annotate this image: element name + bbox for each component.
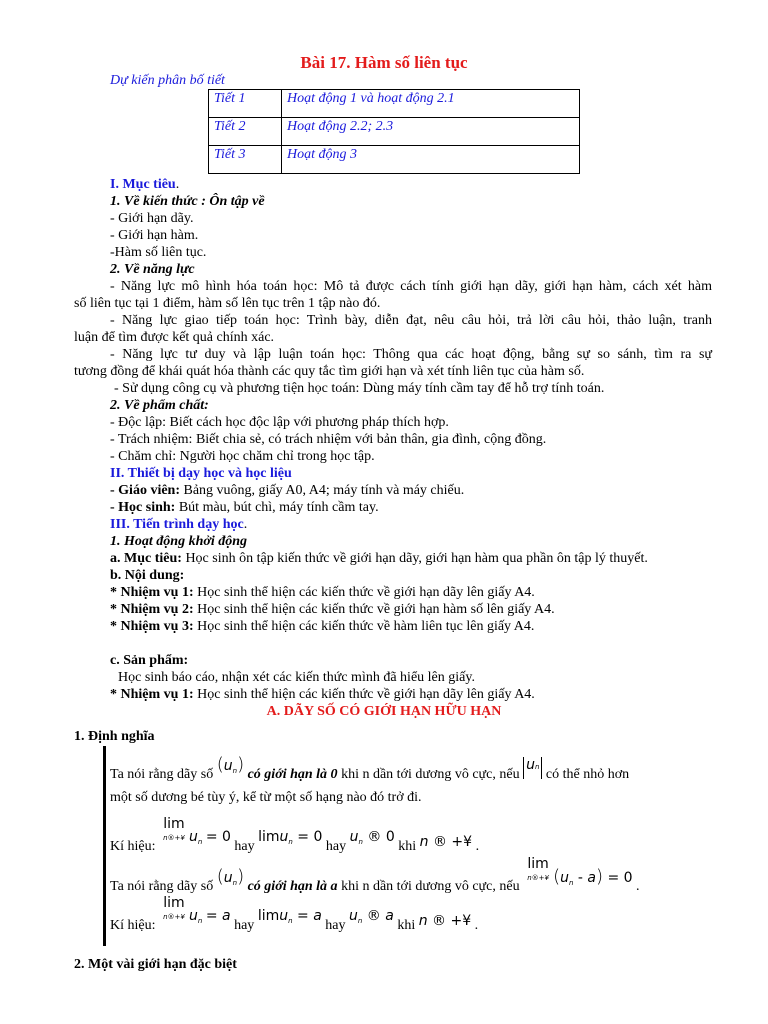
period-plan-table [208, 89, 580, 174]
task-line: * Nhiệm vụ 2: Học sinh thể hiện các kiến thức về giới hạn hàm số lên giấy A4. [110, 602, 555, 617]
table-row [209, 146, 580, 174]
definition-heading: 1. Định nghĩa [74, 729, 155, 744]
table-row [209, 118, 580, 146]
table-row [209, 90, 580, 118]
period-cell: Tiết 2 [209, 118, 282, 146]
teacher-equipment: - Giáo viên: Bảng vuông, giấy A0, A4; máy tính và máy chiếu. [110, 483, 465, 498]
goal-line: a. Mục tiêu: Học sinh ôn tập kiến thức về giới hạn dãy, giới hạn hàm qua phần ôn tập lý thuyết. [110, 551, 648, 566]
activity-cell: Hoạt động 1 và hoạt động 2.1 [282, 90, 580, 118]
task-line: * Nhiệm vụ 1: Học sinh thể hiện các kiến thức về giới hạn dãy lên giấy A4. [110, 687, 535, 702]
student-equipment: - Học sinh: Bút màu, bút chì, máy tính cầm tay. [110, 500, 379, 515]
ability-line: - Năng lực mô hình hóa toán học: Mô tả được cách tính giới hạn dãy, giới hạn hàm, cách xét hàm [110, 279, 712, 294]
definition-box-border [103, 746, 106, 946]
ability-line: - Sử dụng công cụ và phương tiện học toán: Dùng máy tính cầm tay để hỗ trợ tính toán. [114, 381, 605, 396]
content-label: b. Nội dung: [110, 568, 185, 583]
definition-1-line-2: một số dương bé tùy ý, kể từ một số hạng nào đó trở đi. [110, 790, 422, 805]
ability-line: - Năng lực tư duy và lập luận toán học: Thông qua các hoạt động, bằng sự so sánh, tìm ra sự [110, 347, 712, 362]
task-line: * Nhiệm vụ 3: Học sinh thể hiện các kiến thức về hàm liên tục lên giấy A4. [110, 619, 535, 634]
task-line: * Nhiệm vụ 1: Học sinh thể hiện các kiến thức về giới hạn dãy lên giấy A4. [110, 585, 535, 600]
activity1-heading: 1. Hoạt động khởi động [110, 534, 248, 549]
ability-line: số liên tục tại 1 điểm, hàm số lên tục trên 1 tập nào đó. [74, 296, 381, 311]
knowledge-item: - Giới hạn hàm. [110, 228, 199, 243]
notation-1: Kí hiệu: lim n®+¥ $u^n = 0$ hay limu$^n$ = 0 hay $u^n$ ® 0 khi n ® +¥ . [110, 816, 480, 854]
special-limits-heading: 2. Một vài giới hạn đặc biệt [74, 957, 237, 972]
knowledge-heading: 1. Về kiến thức : Ôn tập về [110, 194, 265, 209]
product-text: Học sinh báo cáo, nhận xét các kiến thức mình đã hiểu lên giấy. [118, 670, 475, 685]
page-title: Bài 17. Hàm số liên tục [300, 53, 468, 72]
ability-line: - Năng lực giao tiếp toán học: Trình bày, diễn đạt, nêu câu hỏi, trả lời câu hỏi, thảo luận, tranh [110, 313, 712, 328]
activity-cell: Hoạt động 2.2; 2.3 [282, 118, 580, 146]
product-label: c. Sản phẩm: [110, 653, 189, 668]
knowledge-item: - Giới hạn dãy. [110, 211, 194, 226]
quality-item: - Trách nhiệm: Biết chia sẻ, có trách nhiệm với bản thân, gia đình, cộng đồng. [110, 432, 547, 447]
definition-1-line-1: Ta nói rằng dãy số $(u^n)$ có giới hạn là 0 khi n dần tới dương vô cực, nếu un có thể nhỏ hơn [110, 754, 630, 782]
process-heading: III. Tiến trình dạy học. [110, 517, 248, 532]
plan-heading: Dự kiến phân bố tiết [110, 73, 225, 88]
period-cell: Tiết 3 [209, 146, 282, 174]
section-a-heading: A. DÃY SỐ CÓ GIỚI HẠN HỮU HẠN [266, 704, 502, 719]
quality-item: - Độc lập: Biết cách học độc lập với phương pháp thích hợp. [110, 415, 449, 430]
knowledge-item: -Hàm số liên tục. [110, 245, 207, 260]
period-cell: Tiết 1 [209, 90, 282, 118]
equipment-heading: II. Thiết bị dạy học và học liệu [110, 466, 292, 481]
notation-2: Kí hiệu: lim n®+¥ $u^n = a$ hay limu$^n$ = a hay $u^n$ ® a khi n ® +¥ . [110, 895, 479, 933]
activity-cell: Hoạt động 3 [282, 146, 580, 174]
ability-line: tương đồng để khái quát hóa thành các quy tắc tìm giới hạn và xét tính liên tục của hàm số. [74, 364, 585, 379]
ability-line: luận để tìm được kết quả chính xác. [74, 330, 275, 345]
ability-heading: 2. Về năng lực [110, 262, 195, 277]
quality-heading: 2. Về phẩm chất: [110, 398, 209, 413]
quality-item: - Chăm chỉ: Người học chăm chỉ trong học tập. [110, 449, 375, 464]
definition-2-line: Ta nói rằng dãy số $(u^n)$ có giới hạn là a khi n dần tới dương vô cực, nếu lim n®+¥ $(u^n - a) = 0$ . [110, 856, 640, 894]
objectives-heading: I. Mục tiêu. [110, 177, 180, 192]
